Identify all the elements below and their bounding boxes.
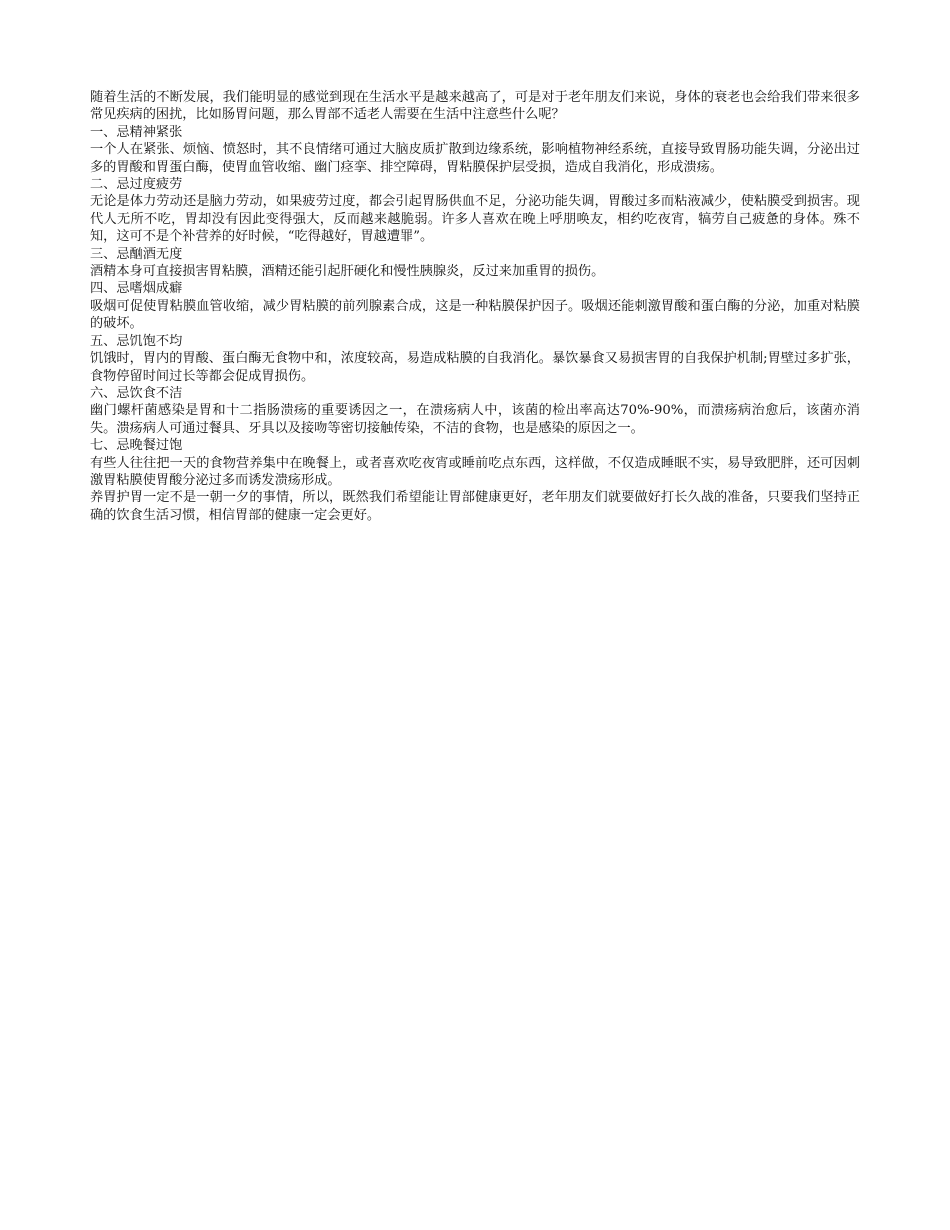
section-paragraph: 酒精本身可直接损害胃粘膜，酒精还能引起肝硬化和慢性胰腺炎，反过来加重胃的损伤。 (90, 264, 605, 280)
section-heading: 三、忌酗酒无度 (90, 246, 183, 262)
section-paragraph: 无论是体力劳动还是脑力劳动，如果疲劳过度，都会引起胃肠供血不足，分泌功能失调，胃酸过多而粘液减少，使粘膜受到损害。现代人无所不吃，胃却没有因此变得强大，反而越来越脆弱。许多人喜欢在晚上呼朋唤友，相约吃夜宵，犒劳自己疲惫的身体。殊不知，这可不是个补营养的好时候，“吃得越好，胃越遭罪”。 (90, 194, 860, 245)
intro-paragraph: 随着生活的不断发展，我们能明显的感觉到现在生活水平是越来越高了，可是对于老年朋友们来说，身体的衰老也会给我们带来很多常见疾病的困扰，比如肠胃问题，那么胃部不适老人需要在生活中注意些什么呢？ (90, 90, 860, 123)
section-heading: 五、忌饥饱不均 (90, 333, 183, 349)
section-heading: 二、忌过度疲劳 (90, 177, 183, 193)
section-heading: 七、忌晚餐过饱 (90, 438, 183, 454)
conclusion-paragraph: 养胃护胃一定不是一朝一夕的事情，所以，既然我们希望能让胃部健康更好，老年朋友们就要做好打长久战的准备，只要我们坚持正确的饮食生活习惯，相信胃部的健康一定会更好。 (90, 490, 860, 523)
section-heading: 四、忌嗜烟成癖 (90, 281, 183, 297)
section-paragraph: 幽门螺杆菌感染是胃和十二指肠溃疡的重要诱因之一，在溃疡病人中，该菌的检出率高达70%-90%，而溃疡病治愈后，该菌亦消失。溃疡病人可通过餐具、牙具以及接吻等密切接触传染，不洁的食物，也是感染的原因之一。 (90, 403, 860, 436)
section-paragraph: 饥饿时，胃内的胃酸、蛋白酶无食物中和，浓度较高，易造成粘膜的自我消化。暴饮暴食又易损害胃的自我保护机制;胃壁过多扩张，食物停留时间过长等都会促成胃损伤。 (90, 351, 860, 384)
section-paragraph: 一个人在紧张、烦恼、愤怒时，其不良情绪可通过大脑皮质扩散到边缘系统，影响植物神经系统，直接导致胃肠功能失调，分泌出过多的胃酸和胃蛋白酶，使胃血管收缩、幽门痉挛、排空障碍，胃粘膜保护层受损，造成自我消化，形成溃疡。 (90, 142, 860, 175)
article-body (90, 89, 860, 524)
section-paragraph: 有些人往往把一天的食物营养集中在晚餐上，或者喜欢吃夜宵或睡前吃点东西，这样做，不仅造成睡眠不实，易导致肥胖，还可因刺激胃粘膜使胃酸分泌过多而诱发溃疡形成。 (90, 455, 860, 488)
section-heading: 一、忌精神紧张 (90, 124, 183, 140)
section-paragraph: 吸烟可促使胃粘膜血管收缩，减少胃粘膜的前列腺素合成，这是一种粘膜保护因子。吸烟还能刺激胃酸和蛋白酶的分泌，加重对粘膜的破坏。 (90, 298, 860, 332)
section-heading: 六、忌饮食不洁 (90, 385, 183, 401)
